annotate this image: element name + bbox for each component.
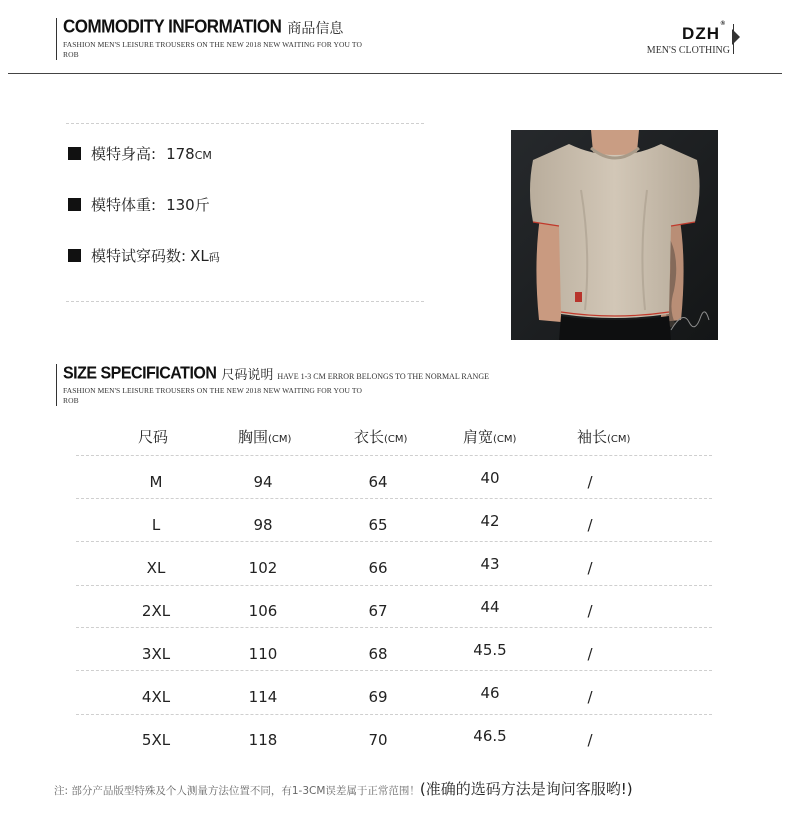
table-row-divider	[76, 627, 712, 628]
size-section-header	[56, 364, 489, 406]
bullet-square-icon	[68, 249, 81, 262]
table-row-divider	[76, 714, 712, 715]
size-error-note: HAVE 1-3 CM ERROR BELONGS TO THE NORMAL RANGE	[277, 372, 489, 381]
table-row-divider	[76, 455, 712, 456]
footer-note-large: (准确的选码方法是询问客服哟!)	[419, 780, 633, 798]
header-subtitle: FASHION MEN'S LEISURE TROUSERS ON THE NEW 2018 NEW WAITING FOR YOU TO ROB	[63, 40, 362, 59]
brand-tm: ®	[720, 21, 726, 27]
table-header-1	[238, 426, 291, 447]
table-header-label: 肩宽	[463, 428, 494, 446]
table-cell: 3XL	[141, 645, 171, 663]
model-weight-label: 模特体重:	[91, 196, 157, 214]
header-title	[63, 18, 373, 38]
header-title-en: COMMODITY INFORMATION	[63, 16, 282, 37]
table-cell: 5XL	[141, 731, 171, 749]
model-divider-bottom	[66, 301, 424, 302]
header-divider	[8, 73, 782, 74]
table-cell: 67	[368, 602, 388, 620]
table-cell: 43	[480, 555, 500, 573]
footer-note	[54, 778, 633, 799]
table-header-label: 胸围	[238, 428, 269, 446]
brand-logo-text: DZH	[682, 24, 720, 43]
table-cell: /	[587, 645, 593, 663]
model-divider-top	[66, 123, 424, 124]
table-cell: 69	[368, 688, 388, 706]
model-photo-illustration	[511, 130, 718, 340]
brand-block	[646, 21, 730, 56]
size-section-title	[63, 364, 489, 384]
table-cell: /	[587, 731, 593, 749]
bullet-square-icon	[68, 198, 81, 211]
table-cell: /	[587, 559, 593, 577]
table-cell: 2XL	[141, 602, 171, 620]
table-header-label: 袖长	[577, 428, 608, 446]
table-header-3	[463, 426, 516, 447]
arrow-right-icon	[732, 29, 740, 45]
table-cell: /	[587, 516, 593, 534]
table-cell: /	[587, 473, 593, 491]
table-header-unit: (CM)	[607, 434, 631, 445]
table-cell: 46.5	[473, 727, 507, 745]
table-cell: 102	[248, 559, 278, 577]
table-cell: 114	[248, 688, 278, 706]
brand-subtitle: MEN'S CLOTHING	[646, 45, 730, 56]
table-row-divider	[76, 541, 712, 542]
table-cell: 42	[480, 512, 500, 530]
table-header-unit: (CM)	[268, 434, 292, 445]
table-cell: /	[587, 602, 593, 620]
table-cell: XL	[146, 559, 166, 577]
table-cell: 68	[368, 645, 388, 663]
table-cell: 118	[248, 731, 278, 749]
model-size-value	[190, 247, 220, 265]
table-cell: 4XL	[141, 688, 171, 706]
table-cell: 106	[248, 602, 278, 620]
model-weight-row	[68, 194, 210, 215]
table-cell: M	[149, 473, 163, 491]
footer-note-small: 注: 部分产品版型特殊及个人测量方法位置不同，有1-3CM误差属于正常范围！	[54, 785, 420, 797]
model-height-row	[68, 143, 212, 164]
table-header-4	[577, 426, 630, 447]
header-block	[56, 18, 373, 60]
model-size-row	[68, 245, 220, 266]
model-height-unit: CM	[194, 148, 212, 162]
table-row-divider	[76, 585, 712, 586]
model-height-value	[166, 145, 212, 163]
brand-logo	[647, 21, 730, 44]
table-cell: 70	[368, 731, 388, 749]
model-height-label: 模特身高:	[91, 145, 157, 163]
table-cell: 64	[368, 473, 388, 491]
table-header-label: 衣长	[354, 428, 385, 446]
model-size-number: XL	[190, 246, 209, 265]
table-cell: 94	[253, 473, 273, 491]
table-cell: L	[151, 516, 161, 534]
table-cell: /	[587, 688, 593, 706]
table-cell: 45.5	[473, 641, 507, 659]
table-cell: 66	[368, 559, 388, 577]
model-weight-value: 130斤	[166, 196, 210, 214]
bullet-square-icon	[68, 147, 81, 160]
table-cell: 40	[480, 469, 500, 487]
size-title-cn: 尺码说明	[221, 368, 274, 383]
model-size-unit: 码	[208, 250, 220, 264]
table-header-label: 尺码	[138, 428, 169, 446]
table-cell: 44	[480, 598, 500, 616]
table-header-unit: (CM)	[493, 434, 517, 445]
table-cell: 110	[248, 645, 278, 663]
model-size-label: 模特试穿码数:	[91, 247, 187, 265]
table-cell: 98	[253, 516, 273, 534]
table-header-unit: (CM)	[384, 434, 408, 445]
table-row-divider	[76, 498, 712, 499]
model-photo	[511, 130, 718, 340]
table-cell: 65	[368, 516, 388, 534]
table-row-divider	[76, 670, 712, 671]
size-title-en: SIZE SPECIFICATION	[63, 364, 217, 383]
table-header-2	[354, 426, 407, 447]
table-cell: 46	[480, 684, 500, 702]
table-header-0	[138, 426, 168, 447]
size-section-subtitle: FASHION MEN'S LEISURE TROUSERS ON THE NEW 2018 NEW WAITING FOR YOU TO ROB	[63, 386, 362, 405]
header-title-cn: 商品信息	[287, 21, 344, 37]
model-height-number: 178	[166, 144, 195, 163]
